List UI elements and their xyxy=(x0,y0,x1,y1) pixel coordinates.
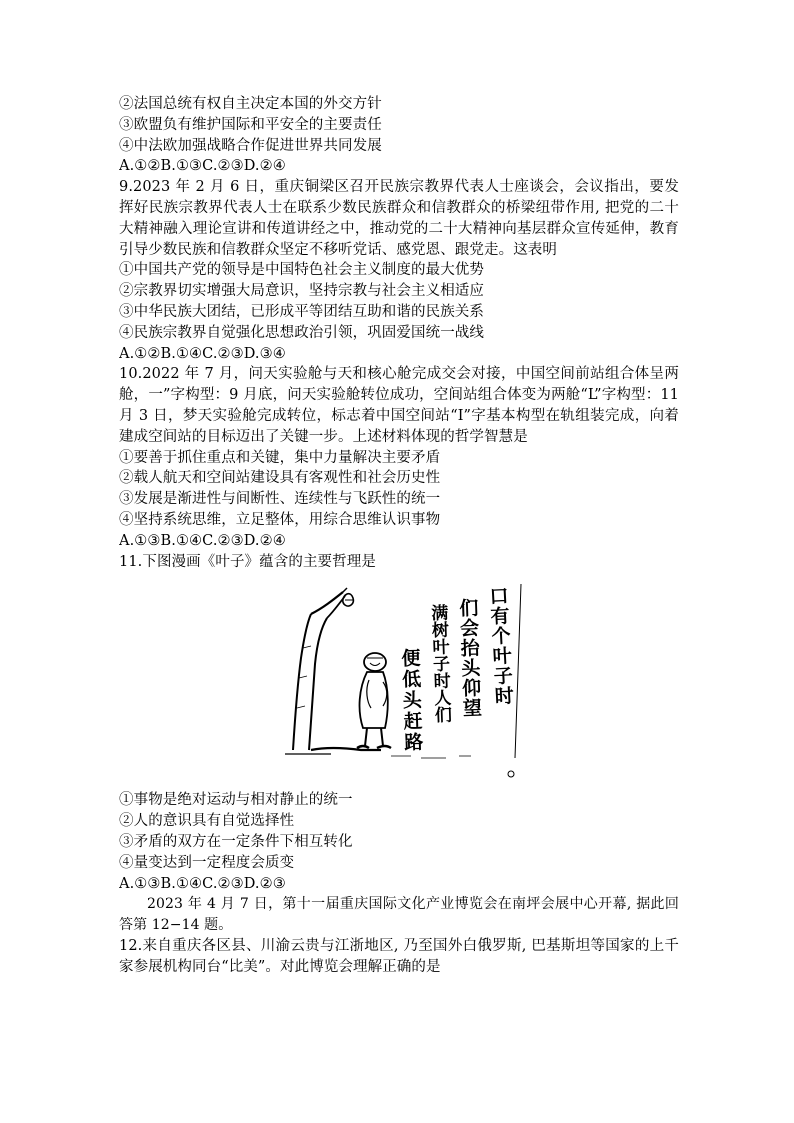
q11-stem: 11.下图漫画《叶子》蕴含的主要哲理是 xyxy=(119,553,376,570)
q9-answer-choices: A.①②B.①④C.②③D.③④ xyxy=(119,345,286,362)
cartoon-column-2: 们会抬头仰望 xyxy=(456,597,483,719)
q8-option-3: ③欧盟负有维护国际和平安全的主要责任 xyxy=(119,116,382,133)
q8-answer-choices: A.①②B.①③C.②③D.②④ xyxy=(119,158,286,175)
q11-answer-choices: A.①③B.①④C.②③D.②③ xyxy=(119,875,286,892)
q11-option-3: ③矛盾的双方在一定条件下相互转化 xyxy=(119,833,353,850)
q9-option-3: ③中华民族大团结，已形成平等团结互助和谐的民族关系 xyxy=(119,303,484,320)
q10-stem: 10.2022 年 7 月，问天实验舱与天和核心舱完成交会对接，中国空间前站组合体呈两舱，一”字构型：9 月底，问天实验舱转位成功，空间站组合体变为两舱“L”字构型：11 月 3 日，梦天实验舱完成转位，标志着中国空间站“I”字基本构型在轨组装完成，向着建成空间站的目标迈出了关键一步。上述材料体现的哲学智慧是 xyxy=(119,366,679,445)
q9-stem: 9.2023 年 2 月 6 日，重庆铜梁区召开民族宗教界代表人士座谈会，会议指出，要发挥好民族宗教界代表人士在联系少数民族群众和信教群众的桥梁纽带作用, 把党的二十大精神融入理论宣讲和传道讲经之中，推动党的二十大精神向基层群众宣传延伸，教育引导少数民族和信教群众坚定不移听党话、感党恩、跟党走。这表明 xyxy=(119,179,679,258)
q8-option-4: ④中法欧加强战略合作促进世界共同发展 xyxy=(119,137,382,154)
q11-option-4: ④量变达到一定程度会质变 xyxy=(119,854,295,871)
q10-option-4: ④坚持系统思维，立足整体，用综合思维认识事物 xyxy=(119,511,441,528)
page-content xyxy=(119,94,679,978)
cartoon-column-1: 口有个叶子时 xyxy=(486,585,515,707)
q9-option-1: ①中国共产党的领导是中国特色社会主义制度的最大优势 xyxy=(119,262,484,279)
q10-option-2: ②载人航天和空间站建设具有客观性和社会历史性 xyxy=(119,470,441,487)
leaf-cartoon-illustration xyxy=(271,578,527,788)
q9-option-2: ②宗教界切实增强大局意识，坚持宗教与社会主义相适应 xyxy=(119,283,484,300)
q10-option-3: ③发展是渐进性与间断性、连续性与飞跃性的统一 xyxy=(119,491,441,508)
cartoon-column-3: 满树叶子时人们 xyxy=(427,603,452,724)
cartoon-figure xyxy=(119,578,679,788)
cartoon-column-4: 便低头赶路 xyxy=(398,647,424,754)
q9-option-4: ④民族宗教界自觉强化思想政治引领，巩固爱国统一战线 xyxy=(119,324,484,341)
q11-option-1: ①事物是绝对运动与相对静止的统一 xyxy=(119,792,353,809)
passage-intro: 2023 年 4 月 7 日，第十一届重庆国际文化产业博览会在南坪会展中心开幕, 据此回答第 12−14 题。 xyxy=(119,896,679,934)
q10-answer-choices: A.①③B.①④C.②③D.②④ xyxy=(119,532,286,549)
q8-option-2: ②法国总统有权自主决定本国的外交方针 xyxy=(119,96,382,112)
q10-option-1: ①要善于抓住重点和关键，集中力量解决主要矛盾 xyxy=(119,449,441,466)
q11-option-2: ②人的意识具有自觉选择性 xyxy=(119,813,295,830)
q12-stem: 12.来自重庆各区县、川渝云贵与江浙地区, 乃至国外白俄罗斯, 巴基斯坦等国家的上千家参展机构同台“比美”。对此博览会理解正确的是 xyxy=(119,937,679,975)
